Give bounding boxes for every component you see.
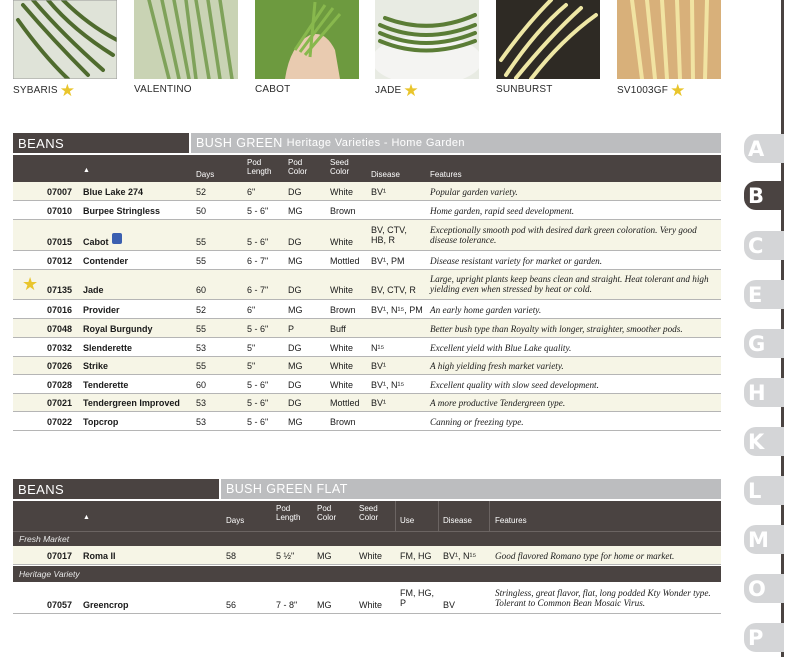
variety-name: Slenderette — [83, 343, 133, 353]
star-icon: ★ — [403, 81, 419, 100]
table-header — [13, 155, 721, 182]
table-cell: 5 - 6" — [247, 380, 269, 390]
table-cell: Mottled — [330, 398, 360, 408]
item-number: 07135 — [47, 285, 73, 295]
item-number: 07007 — [47, 187, 73, 197]
label-text: BUSH GREEN FLAT — [226, 482, 348, 496]
col-features: Features — [495, 516, 527, 525]
photo-valentino — [134, 0, 238, 79]
item-number: 07048 — [47, 324, 73, 334]
label-text: BEANS — [18, 481, 65, 497]
label-text: VALENTINO — [134, 84, 192, 95]
table-cell: 6" — [247, 187, 256, 197]
table-cell: 55 — [196, 361, 207, 371]
table-row — [13, 251, 721, 270]
table-cell: 5" — [247, 361, 256, 371]
table-cell: White — [330, 285, 354, 295]
variety-name: Strike — [83, 361, 109, 371]
table-cell: 60 — [196, 380, 207, 390]
photo-label — [375, 81, 419, 100]
col-pod-color: Pod Color — [317, 504, 337, 522]
table-cell: MG — [317, 600, 332, 610]
table-header — [13, 501, 721, 531]
table-cell: Brown — [330, 206, 356, 216]
tab-p[interactable] — [744, 623, 784, 652]
col-disease: Disease — [443, 516, 472, 525]
label-text: SV1003GF — [617, 85, 669, 96]
label-text: JADE — [375, 85, 402, 96]
table-cell: 56 — [226, 600, 237, 610]
table-cell: BV¹ — [371, 361, 387, 371]
col-pod-length: Pod Length — [247, 158, 272, 176]
col-days: Days — [196, 170, 215, 179]
tab-a[interactable] — [744, 134, 784, 163]
item-number: 07017 — [47, 551, 73, 561]
table-row — [13, 412, 721, 431]
table-cell: Brown — [330, 305, 356, 315]
col-divider — [489, 501, 490, 531]
photo-label — [496, 84, 553, 95]
variety-name: Jade — [83, 285, 104, 295]
sort-arrow-icon: ▲ — [83, 167, 90, 174]
features-cell: Canning or freezing type. — [430, 417, 524, 427]
item-number: 07022 — [47, 417, 73, 427]
item-number: 07012 — [47, 256, 73, 266]
table-cell: DG — [288, 237, 302, 247]
features-cell: Stringless, great flavor, flat, long podded Kty Wonder type. Tolerant to Common Bean Mosaic Virus. — [495, 588, 711, 608]
features-cell: A more productive Tendergreen type. — [430, 398, 566, 408]
label-text: BUSH GREEN — [196, 136, 283, 150]
table-cell: White — [359, 600, 383, 610]
table-cell: 52 — [196, 187, 207, 197]
table-row — [13, 182, 721, 201]
tab-m[interactable] — [744, 525, 784, 554]
table-cell: Mottled — [330, 256, 360, 266]
features-cell: Home garden, rapid seed development. — [430, 206, 575, 216]
col-pod-length: Pod Length — [276, 504, 301, 522]
col-use: Use — [400, 516, 415, 525]
table-cell: 6 - 7" — [247, 256, 269, 266]
table-row — [13, 319, 721, 338]
item-number: 07010 — [47, 206, 73, 216]
label-text: K — [748, 429, 765, 454]
table-cell: White — [330, 361, 354, 371]
table-cell: FM, HG — [400, 551, 432, 561]
item-number: 07015 — [47, 237, 73, 247]
heritage-badge-icon — [112, 233, 122, 244]
table-cell: 5 - 6" — [247, 237, 269, 247]
label-text: H — [748, 380, 766, 405]
photo-cabot — [255, 0, 359, 79]
table-cell: MG — [288, 206, 303, 216]
col-seed-color: Seed Color — [359, 504, 379, 522]
label-text: P — [748, 625, 764, 650]
photo-jade — [375, 0, 479, 79]
photo-label — [13, 81, 76, 100]
table-cell: 5 - 6" — [247, 206, 269, 216]
item-number: 07032 — [47, 343, 73, 353]
features-cell: A high yielding fresh market variety. — [430, 361, 564, 371]
table-cell: 53 — [196, 398, 207, 408]
features-cell: Better bush type than Royalty with longer, straighter, smoother pods. — [430, 324, 683, 334]
label-text: B — [748, 183, 765, 208]
table-cell: Buff — [330, 324, 346, 334]
table-cell: DG — [288, 343, 302, 353]
features-cell: Excellent yield with Blue Lake quality. — [430, 343, 572, 353]
table-row — [13, 582, 721, 614]
star-icon: ★ — [59, 81, 76, 100]
table-cell: BV¹ — [371, 398, 387, 408]
label-text: SYBARIS — [13, 85, 58, 96]
table-row — [13, 338, 721, 357]
tab-k[interactable] — [744, 427, 784, 456]
col-days: Days — [226, 516, 245, 525]
table-cell: 55 — [196, 324, 207, 334]
table-cell: P — [288, 324, 295, 334]
section-beans-label — [13, 133, 189, 153]
label-text: A — [748, 136, 765, 161]
table-cell: 5 ½" — [276, 551, 295, 561]
table-cell: BV¹, PM — [371, 256, 405, 266]
photo-sybaris — [13, 0, 117, 79]
section-title — [221, 479, 721, 499]
label-text: SUNBURST — [496, 84, 553, 95]
table-cell: 60 — [196, 285, 207, 295]
features-cell: Good flavored Romano type for home or market. — [495, 551, 675, 561]
variety-name: Tenderette — [83, 380, 129, 390]
table-row — [13, 270, 721, 300]
variety-name: Royal Burgundy — [83, 324, 153, 334]
table-cell: BV¹, N¹⁵ — [443, 551, 477, 561]
features-cell: Popular garden variety. — [430, 187, 518, 197]
item-number: 07026 — [47, 361, 73, 371]
table-cell: Brown — [330, 417, 356, 427]
label-text: BEANS — [18, 135, 65, 151]
table-cell: 55 — [196, 237, 207, 247]
table-cell: 52 — [196, 305, 207, 315]
table-cell: White — [359, 551, 383, 561]
label-text: O — [748, 576, 766, 601]
features-cell: Excellent quality with slow seed development. — [430, 380, 599, 390]
variety-name: Contender — [83, 256, 128, 266]
table-cell: 6 - 7" — [247, 285, 269, 295]
tab-b[interactable] — [744, 181, 784, 210]
variety-name: Burpee Stringless — [83, 206, 161, 216]
features-cell: An early home garden variety. — [430, 305, 542, 315]
table-cell: BV — [443, 600, 456, 610]
label-text: M — [748, 527, 769, 552]
section-beans-label — [13, 479, 219, 499]
table-row — [13, 546, 721, 565]
label-text: C — [748, 233, 764, 258]
tab-e[interactable] — [744, 280, 784, 309]
label-text: E — [748, 282, 763, 307]
table-row — [13, 375, 721, 394]
item-number: 07057 — [47, 600, 73, 610]
table-row — [13, 220, 721, 251]
category-row: Fresh Market — [13, 531, 721, 546]
variety-name: Tendergreen Improved — [83, 398, 180, 408]
col-disease: Disease — [371, 170, 400, 179]
table-cell: DG — [288, 380, 302, 390]
label-text: CABOT — [255, 84, 291, 95]
table-cell: N¹⁵ — [371, 343, 385, 353]
features-cell: Disease resistant variety for market or garden. — [430, 256, 603, 266]
table-cell: BV¹ — [371, 187, 387, 197]
table-cell: MG — [288, 417, 303, 427]
table-cell: BV¹, N¹⁵, PM — [371, 305, 423, 315]
table-cell: 53 — [196, 417, 207, 427]
table-cell: 6" — [247, 305, 256, 315]
variety-name: Cabot — [83, 237, 122, 248]
section-title — [191, 133, 721, 153]
features-cell: Exceptionally smooth pod with desired dark green coloration. Very good disease tolerance. — [430, 225, 697, 245]
col-seed-color: Seed Color — [330, 158, 350, 176]
table-cell: BV¹, N¹⁵ — [371, 380, 405, 390]
tab-c[interactable] — [744, 231, 784, 260]
table-cell: White — [330, 187, 354, 197]
label-text: Heritage Varieties - Home Garden — [286, 137, 465, 149]
table-cell: 5 - 6" — [247, 417, 269, 427]
table-cell: 50 — [196, 206, 207, 216]
table-cell: White — [330, 380, 354, 390]
photo-label — [255, 84, 290, 95]
table-cell: 5" — [247, 343, 256, 353]
table-cell: 7 - 8" — [276, 600, 298, 610]
star-icon: ★ — [22, 274, 39, 294]
variety-name: Greencrop — [83, 600, 129, 610]
label-text: G — [748, 331, 766, 356]
item-number: 07016 — [47, 305, 73, 315]
table-row — [13, 394, 721, 412]
tab-l[interactable] — [744, 476, 784, 505]
table-cell: MG — [288, 256, 303, 266]
tab-g[interactable] — [744, 329, 784, 358]
photo-sunburst — [496, 0, 600, 79]
table-cell: 58 — [226, 551, 237, 561]
table-cell: 5 - 6" — [247, 324, 269, 334]
table-cell: BV, CTV, R — [371, 285, 416, 295]
variety-name: Roma II — [83, 551, 116, 561]
table-row — [13, 201, 721, 220]
variety-name: Provider — [83, 305, 120, 315]
table-cell: White — [330, 343, 354, 353]
variety-name: Blue Lake 274 — [83, 187, 144, 197]
table-cell: MG — [317, 551, 332, 561]
table-cell: DG — [288, 285, 302, 295]
category-row: Heritage Variety — [13, 566, 721, 582]
table-cell: 53 — [196, 343, 207, 353]
variety-name: Topcrop — [83, 417, 119, 427]
table-row — [13, 357, 721, 375]
table-cell: DG — [288, 398, 302, 408]
col-pod-color: Pod Color — [288, 158, 308, 176]
item-number: 07021 — [47, 398, 73, 408]
table-cell: White — [330, 237, 354, 247]
item-number: 07028 — [47, 380, 73, 390]
table-cell: 55 — [196, 256, 207, 266]
col-features: Features — [430, 170, 462, 179]
photo-sv1003gf — [617, 0, 721, 79]
table-cell: MG — [288, 361, 303, 371]
col-divider — [438, 501, 439, 531]
table-row — [13, 300, 721, 319]
table-cell: BV, CTV, HB, R — [371, 225, 407, 245]
tab-h[interactable] — [744, 378, 784, 407]
photo-label — [617, 81, 686, 100]
tab-o[interactable] — [744, 574, 784, 603]
features-cell: Large, upright plants keep beans clean and straight. Heat tolerant and high yielding even when stressed by heat or cold. — [430, 274, 709, 294]
photo-label — [134, 84, 192, 95]
star-icon: ★ — [670, 81, 686, 100]
sort-arrow-icon: ▲ — [83, 514, 90, 521]
label-text: L — [748, 478, 762, 503]
table-cell: 5 - 6" — [247, 398, 269, 408]
table-cell: DG — [288, 187, 302, 197]
table-cell: FM, HG, P — [400, 588, 434, 608]
table-cell: MG — [288, 305, 303, 315]
col-divider — [395, 501, 396, 531]
